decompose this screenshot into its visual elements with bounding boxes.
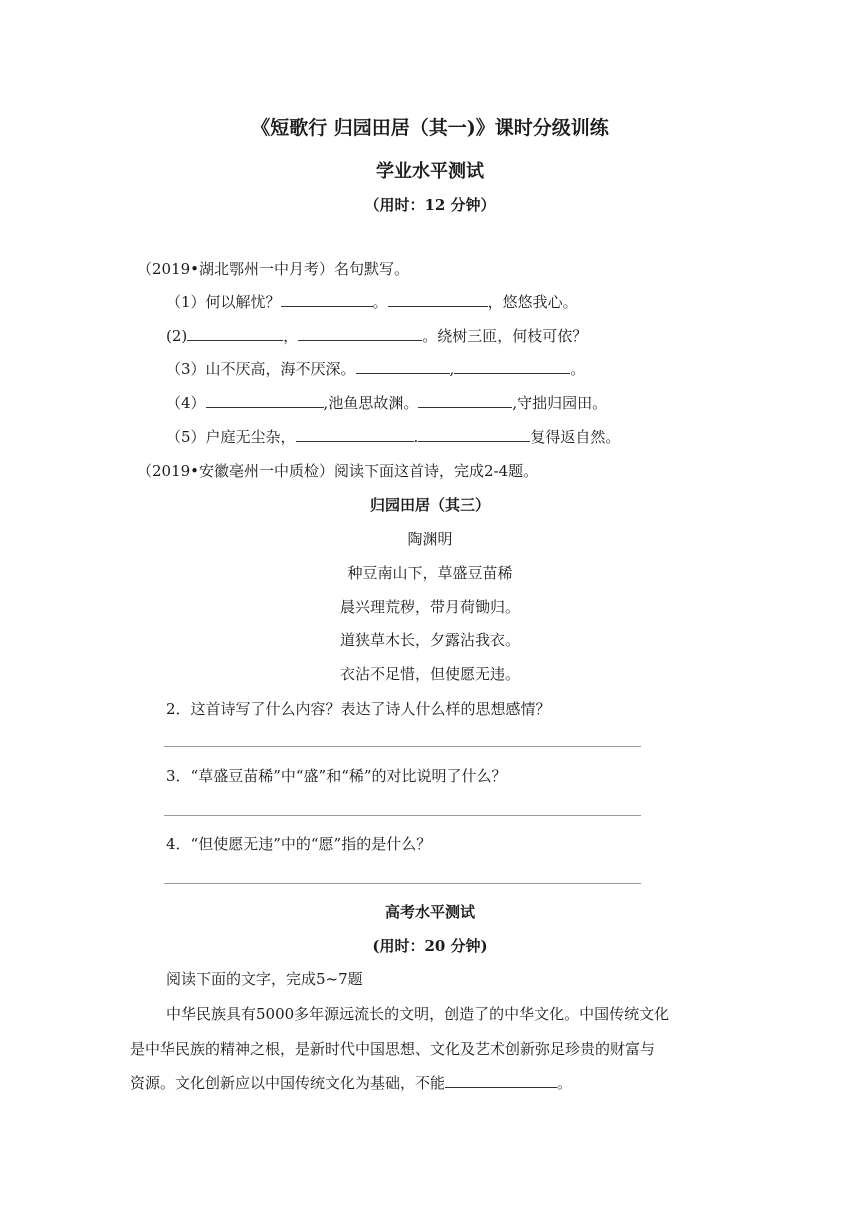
poem-line-4: 衣沾不足惜，但使愿无违。	[339, 665, 520, 683]
poem-title: 归园田居（其三）	[369, 496, 490, 514]
question-3: 3．“草盛豆苗稀”中“盛”和“稀”的对比说明了什么？	[166, 767, 507, 785]
answer-blank	[388, 292, 488, 307]
answer-line	[164, 746, 641, 747]
section2-time: (用时：20 分钟)	[372, 937, 488, 955]
paragraph-line-1: 中华民族具有5000多年源远流长的文明，创造了的中华文化。中国传统文化	[166, 1005, 670, 1023]
answer-blank	[418, 393, 512, 408]
answer-line	[164, 815, 641, 816]
section2-title: 高考水平测试	[384, 903, 475, 921]
document-title: 《短歌行 归园田居（其一)》课时分级训练	[251, 117, 609, 139]
answer-blank	[445, 1073, 557, 1088]
section1-title: 学业水平测试	[376, 161, 484, 182]
poem-author: 陶渊明	[407, 530, 453, 548]
poem-line-3: 道狭草木长，夕露沾我衣。	[339, 631, 520, 649]
poem-intro: （2019•安徽亳州一中质检）阅读下面这首诗，完成2-4题。	[137, 462, 539, 480]
q1-item-5: （5）户庭无尘杂， . 复得返自然。	[166, 428, 621, 446]
poem-line-1: 种豆南山下，草盛豆苗稀	[347, 564, 513, 582]
answer-blank	[187, 326, 283, 341]
answer-blank	[281, 292, 373, 307]
question-4: 4．“但使愿无违”中的“愿”指的是什么？	[166, 835, 432, 853]
answer-blank	[356, 359, 450, 374]
paragraph-line-2: 是中华民族的精神之根，是新时代中国思想、文化及艺术创新弥足珍贵的财富与	[130, 1040, 656, 1058]
q1-item-3: （3）山不厌高，海不厌深。 , 。	[166, 360, 586, 378]
answer-blank	[298, 326, 422, 341]
answer-blank	[418, 427, 530, 442]
q1-item-4: （4） ,池鱼思故渊。 ,守拙归园田。	[166, 394, 608, 412]
answer-line	[164, 883, 641, 884]
section1-time: （用时：12 分钟）	[364, 196, 496, 214]
q1-item-1: （1）何以解忧？ 。 ，悠悠我心。	[166, 293, 578, 311]
q1-item-2: (2) ， 。绕树三匝，何枝可依？	[166, 327, 588, 345]
answer-blank	[296, 427, 414, 442]
question-2: 2．这首诗写了什么内容？表达了诗人什么样的思想感情？	[166, 700, 551, 718]
answer-blank	[454, 359, 570, 374]
answer-blank	[206, 393, 324, 408]
q1-intro: （2019•湖北鄂州一中月考）名句默写。	[137, 260, 410, 278]
section2-instruction: 阅读下面的文字，完成5~7题	[166, 970, 363, 988]
paragraph-line-3: 资源。文化创新应以中国传统文化为基础，不能 。	[130, 1074, 573, 1092]
poem-line-2: 晨兴理荒秽，带月荷锄归。	[339, 598, 520, 616]
